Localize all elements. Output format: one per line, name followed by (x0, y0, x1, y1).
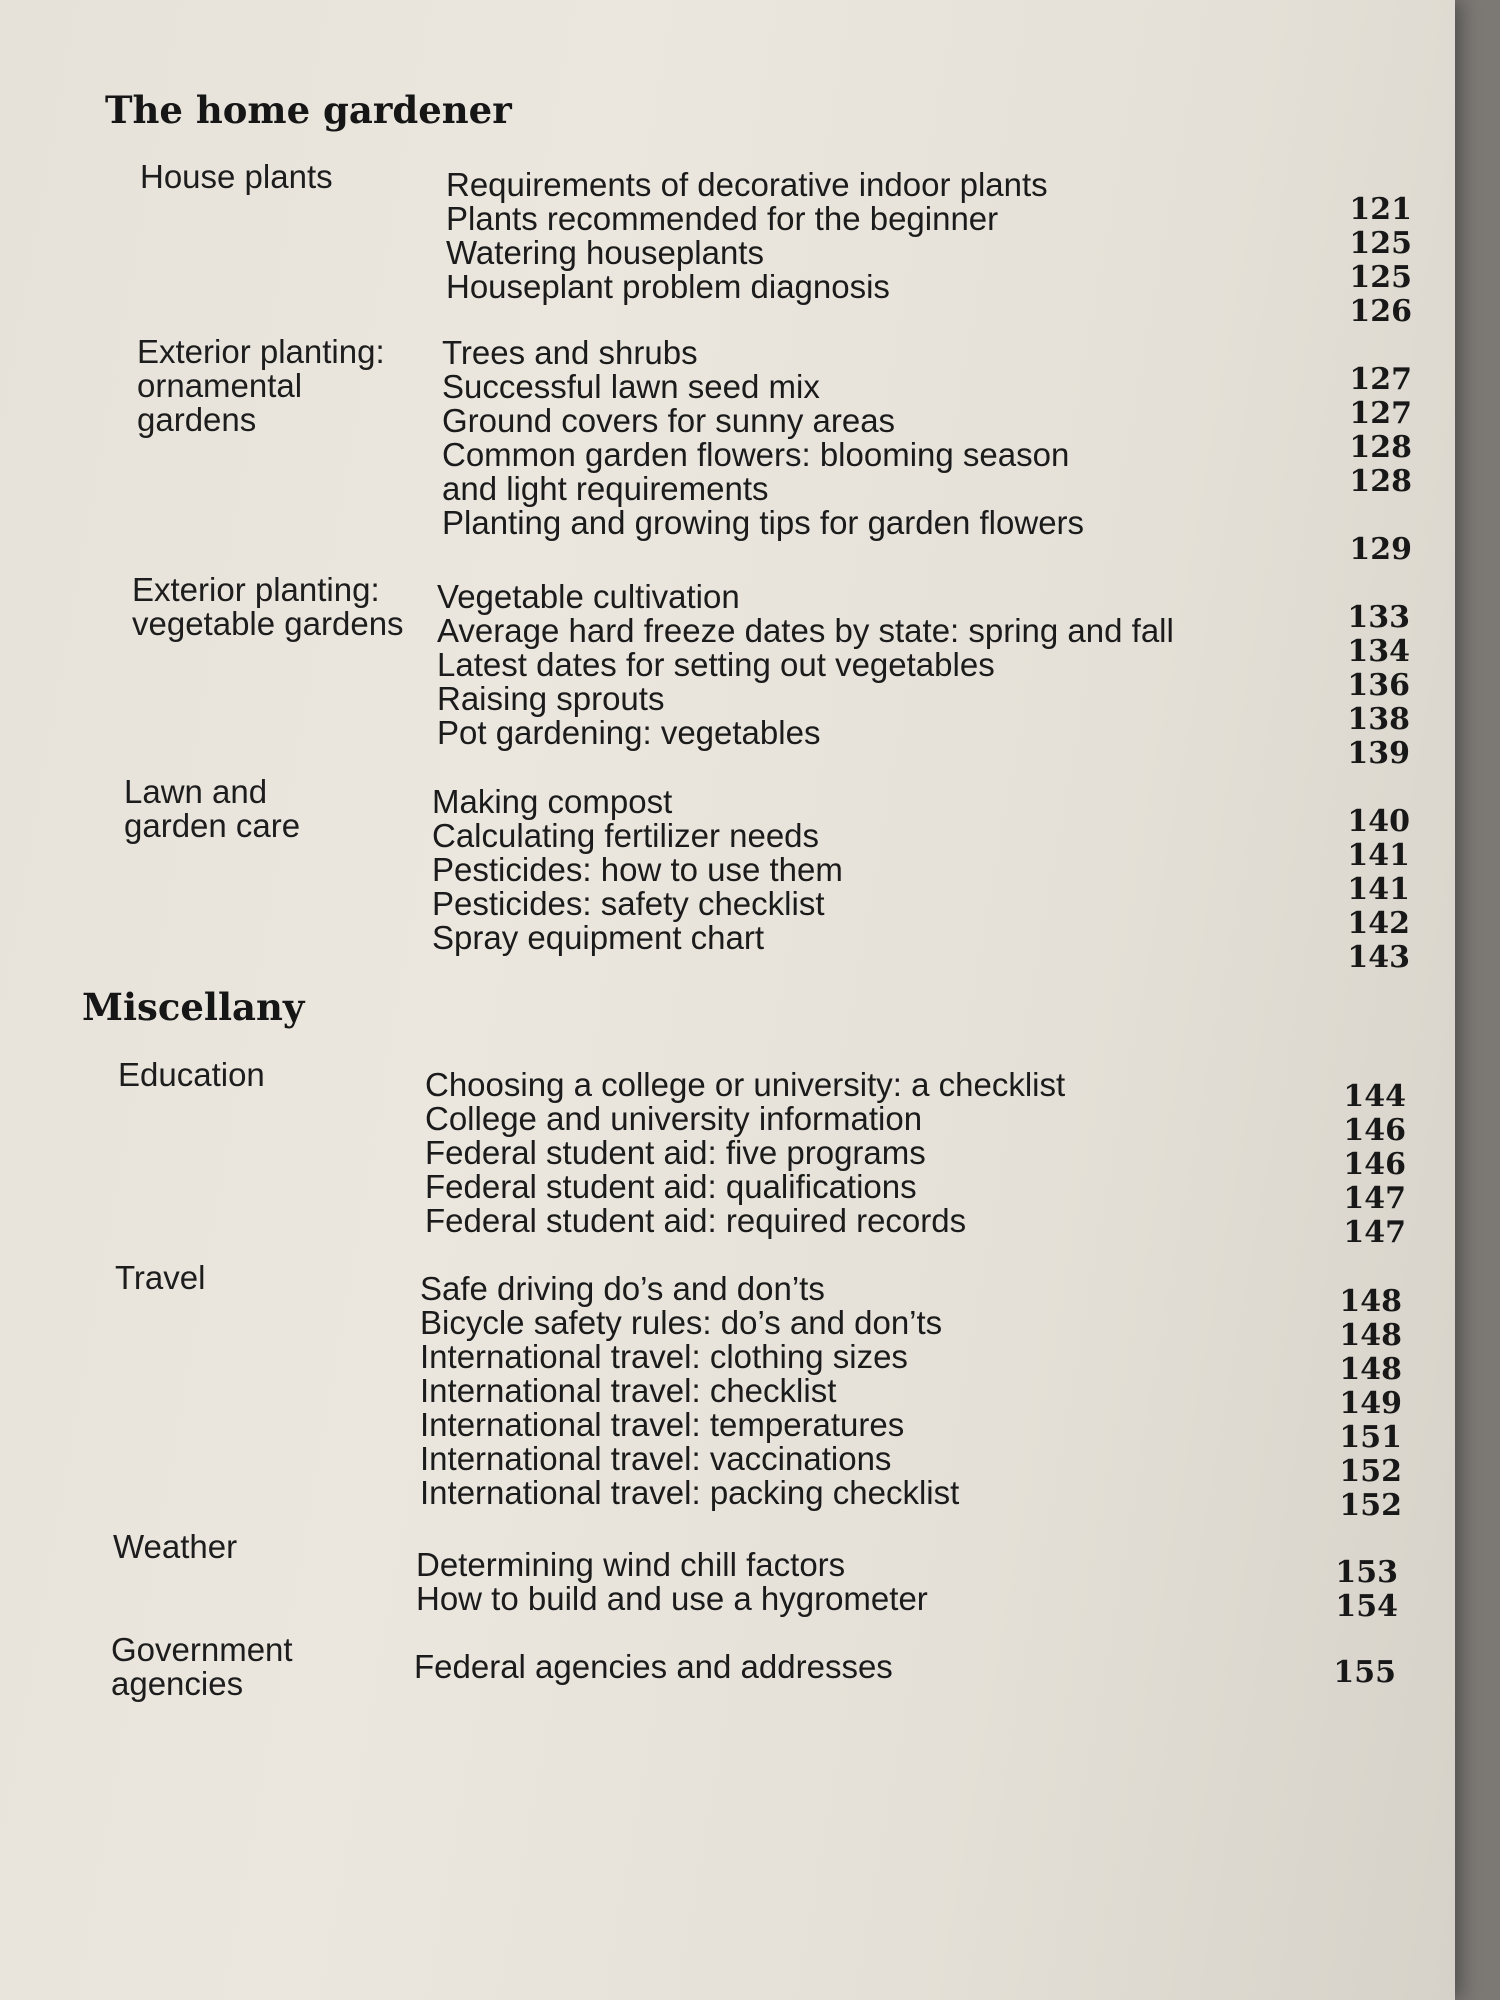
page-number[interactable]: 152 (1339, 1488, 1402, 1523)
entry-list-vegetable-gardens (437, 580, 1174, 750)
toc-entry[interactable]: Vegetable cultivation (437, 578, 740, 615)
category-vegetable-gardens (132, 573, 404, 641)
entry-list-ornamental-gardens (442, 336, 1084, 540)
page-number[interactable]: 141 (1347, 872, 1410, 907)
page-number[interactable]: 134 (1347, 634, 1410, 669)
toc-entry[interactable]: Houseplant problem diagnosis (446, 268, 890, 305)
toc-entry[interactable]: Watering houseplants (446, 234, 764, 271)
page-number[interactable]: 147 (1343, 1215, 1406, 1250)
page-number[interactable]: 143 (1347, 940, 1410, 975)
page-number[interactable]: 129 (1349, 532, 1412, 567)
category-label: ornamental (137, 367, 303, 404)
toc-entry[interactable]: International travel: packing checklist (420, 1474, 960, 1511)
page-number[interactable]: 149 (1339, 1386, 1402, 1421)
section-title-miscellany: Miscellany (82, 985, 305, 1029)
page-number[interactable]: 152 (1339, 1454, 1402, 1489)
entry-list-weather (416, 1548, 928, 1616)
entry-list-government-agencies (414, 1650, 893, 1684)
toc-entry[interactable]: Federal agencies and addresses (414, 1648, 893, 1685)
toc-entry[interactable]: Federal student aid: required records (425, 1202, 967, 1239)
page-number[interactable]: 141 (1347, 838, 1410, 873)
toc-entry[interactable]: Calculating fertilizer needs (432, 817, 820, 854)
toc-entry[interactable]: Plants recommended for the beginner (446, 200, 999, 237)
toc-entry[interactable]: Planting and growing tips for garden flowers (442, 504, 1085, 541)
category-label: Government (111, 1631, 293, 1668)
category-travel (115, 1261, 205, 1295)
page-number[interactable]: 153 (1335, 1555, 1398, 1590)
section-title-home-gardener: The home gardener (105, 88, 512, 132)
toc-entry[interactable]: Pot gardening: vegetables (437, 714, 821, 751)
page-numbers-government-agencies (1316, 1656, 1396, 1690)
toc-entry[interactable]: Ground covers for sunny areas (442, 402, 896, 439)
toc-entry[interactable]: Average hard freeze dates by state: spring and fall (437, 612, 1174, 649)
toc-entry[interactable]: Spray equipment chart (432, 919, 765, 956)
category-ornamental-gardens (137, 335, 385, 437)
page-number[interactable]: 140 (1347, 804, 1410, 839)
category-label: agencies (111, 1665, 244, 1702)
entry-list-lawn-garden-care (432, 785, 843, 955)
page-number[interactable]: 136 (1347, 668, 1410, 703)
toc-entry[interactable]: Federal student aid: qualifications (425, 1168, 917, 1205)
toc-entry[interactable]: Latest dates for setting out vegetables (437, 646, 995, 683)
page-number[interactable]: 146 (1343, 1147, 1406, 1182)
page-number[interactable]: 154 (1335, 1589, 1398, 1624)
toc-entry[interactable]: Choosing a college or university: a checklist (425, 1066, 1066, 1103)
page-numbers-weather (1318, 1556, 1398, 1624)
page-number[interactable]: 128 (1349, 430, 1412, 465)
toc-entry[interactable]: International travel: checklist (420, 1372, 837, 1409)
page-number[interactable]: 147 (1343, 1181, 1406, 1216)
toc-entry[interactable]: How to build and use a hygrometer (416, 1580, 928, 1617)
category-label: House plants (140, 158, 333, 195)
page-number[interactable]: 148 (1339, 1284, 1402, 1319)
page-number[interactable]: 148 (1339, 1352, 1402, 1387)
page-numbers-house-plants (1332, 193, 1412, 329)
toc-entry[interactable]: Common garden flowers: blooming season (442, 436, 1070, 473)
page-number[interactable]: 148 (1339, 1318, 1402, 1353)
page-number[interactable]: 121 (1349, 192, 1412, 227)
page-number[interactable]: 151 (1339, 1420, 1402, 1455)
category-label: garden care (124, 807, 301, 844)
page-numbers-education (1326, 1080, 1406, 1250)
category-education (118, 1058, 265, 1092)
page-number[interactable]: 125 (1349, 226, 1412, 261)
category-label: Exterior planting: (137, 333, 385, 370)
toc-entry[interactable]: College and university information (425, 1100, 923, 1137)
page-numbers-ornamental-gardens (1332, 363, 1412, 567)
toc-entry[interactable]: Successful lawn seed mix (442, 368, 820, 405)
category-label: Exterior planting: (132, 571, 380, 608)
page-numbers-vegetable-gardens (1330, 601, 1410, 771)
page-number[interactable]: 155 (1333, 1655, 1396, 1690)
page-numbers-lawn-garden-care (1330, 805, 1410, 975)
toc-entry[interactable]: International travel: vaccinations (420, 1440, 892, 1477)
page-number[interactable]: 127 (1349, 396, 1412, 431)
page-number[interactable]: 138 (1347, 702, 1410, 737)
page-number[interactable]: 126 (1349, 294, 1412, 329)
category-government-agencies (111, 1633, 293, 1701)
entry-list-travel (420, 1272, 959, 1510)
toc-entry[interactable]: Pesticides: safety checklist (432, 885, 825, 922)
toc-entry[interactable]: International travel: temperatures (420, 1406, 905, 1443)
toc-entry[interactable]: Bicycle safety rules: do’s and don’ts (420, 1304, 943, 1341)
category-lawn-garden-care (124, 775, 300, 843)
entry-list-education (425, 1068, 1065, 1238)
toc-entry[interactable]: Determining wind chill factors (416, 1546, 846, 1583)
category-label: vegetable gardens (132, 605, 404, 642)
toc-entry[interactable]: International travel: clothing sizes (420, 1338, 908, 1375)
page-number[interactable]: 146 (1343, 1113, 1406, 1148)
toc-entry[interactable]: Safe driving do’s and don’ts (420, 1270, 825, 1307)
category-label: Lawn and (124, 773, 268, 810)
category-label: Weather (113, 1528, 238, 1565)
toc-entry[interactable]: Federal student aid: five programs (425, 1134, 926, 1171)
toc-entry[interactable]: Trees and shrubs (442, 334, 698, 371)
page-number[interactable]: 127 (1349, 362, 1412, 397)
category-label: gardens (137, 401, 257, 438)
page-number[interactable]: 125 (1349, 260, 1412, 295)
category-label: Travel (115, 1259, 206, 1296)
toc-entry[interactable]: and light requirements (442, 470, 769, 507)
page-number[interactable]: 144 (1343, 1079, 1406, 1114)
category-weather (113, 1530, 237, 1564)
toc-entry[interactable]: Raising sprouts (437, 680, 665, 717)
category-label: Education (118, 1056, 265, 1093)
toc-entry[interactable]: Requirements of decorative indoor plants (446, 166, 1048, 203)
toc-entry[interactable]: Pesticides: how to use them (432, 851, 843, 888)
page-number[interactable]: 142 (1347, 906, 1410, 941)
page-number[interactable]: 139 (1347, 736, 1410, 771)
page-number[interactable]: 133 (1347, 600, 1410, 635)
page-numbers-travel (1322, 1285, 1402, 1523)
entry-list-house-plants (446, 168, 1048, 304)
page-number[interactable]: 128 (1349, 464, 1412, 499)
toc-entry[interactable]: Making compost (432, 783, 673, 820)
category-house-plants (140, 160, 333, 194)
